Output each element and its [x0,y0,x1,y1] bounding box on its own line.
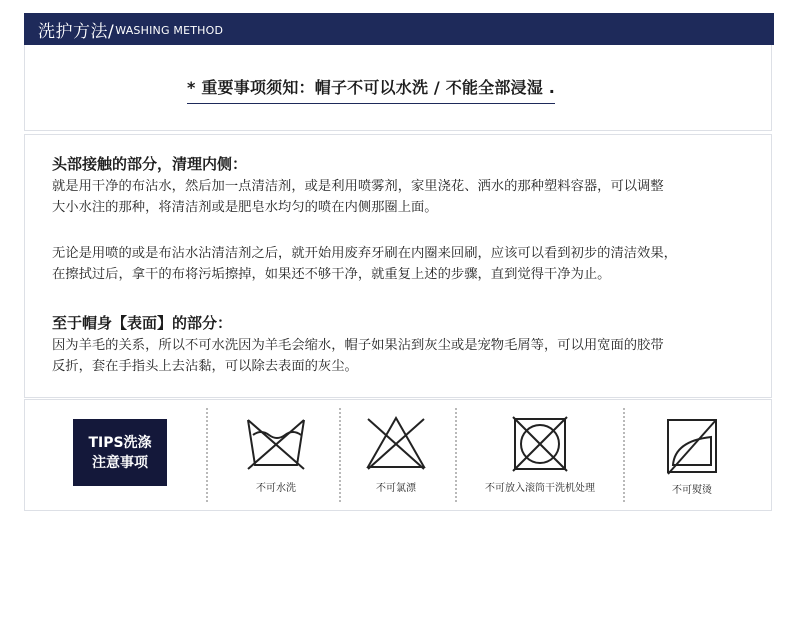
care-label: 不可熨烫 [672,485,712,496]
paragraph-line: 在擦拭过后，拿干的布将污垢擦掉，如果还不够干净，就重复上述的步骤，直到觉得干净为止。 [52,267,611,282]
no-iron-icon [665,417,719,477]
inner-cleaning-heading: 头部接触的部分，清理内侧： [52,155,248,173]
notice-panel [24,45,772,131]
care-label: 不可氯漂 [376,483,416,494]
care-symbols-row [24,399,772,511]
paragraph-line: 无论是用喷的或是布沾水沾清洁剂之后，就开始用废弃牙刷在内圈来回刷，应该可以看到初步的清洁效果， [52,246,677,261]
surface-cleaning-paragraph [52,335,764,377]
tips-badge-line: TIPS洗涤 [88,434,152,451]
care-instructions-panel [24,134,772,398]
paragraph-line: 反折，套在手指头上去沾黏，可以除去表面的灰尘。 [52,359,358,374]
header-title-en: WASHING METHOD [115,24,224,37]
paragraph-line: 因为羊毛的关系，所以不可水洗因为羊毛会缩水，帽子如果沾到灰尘或是宠物毛屑等，可以用宽面的胶带 [52,338,664,353]
surface-cleaning-heading: 至于帽身【表面】的部分： [52,314,233,332]
tips-badge-line: 注意事项 [92,454,148,471]
no-wash-icon [245,417,307,471]
divider [339,408,341,502]
care-label: 不可水洗 [256,483,296,494]
no-bleach-icon [365,415,427,471]
divider [455,408,457,502]
no-tumble-dry-icon [511,415,569,473]
divider [623,408,625,502]
paragraph-line: 就是用干净的布沾水，然后加一点清洁剂，或是利用喷雾剂，家里浇花、洒水的那种塑料容器，可以调整 [52,179,664,194]
inner-cleaning-paragraph-2 [52,243,764,285]
header-title-zh: 洗护方法/ [38,21,115,42]
section-header [24,13,774,45]
divider [206,408,208,502]
care-label: 不可放入滚筒干洗机处理 [485,483,595,494]
paragraph-line: 大小水注的那种，将清洁剂或是肥皂水均匀的喷在内侧那圈上面。 [52,200,438,215]
tips-badge [73,419,167,486]
important-notice: * 重要事项须知：帽子不可以水洗 / 不能全部浸湿 . [187,75,555,104]
inner-cleaning-paragraph-1 [52,176,764,218]
